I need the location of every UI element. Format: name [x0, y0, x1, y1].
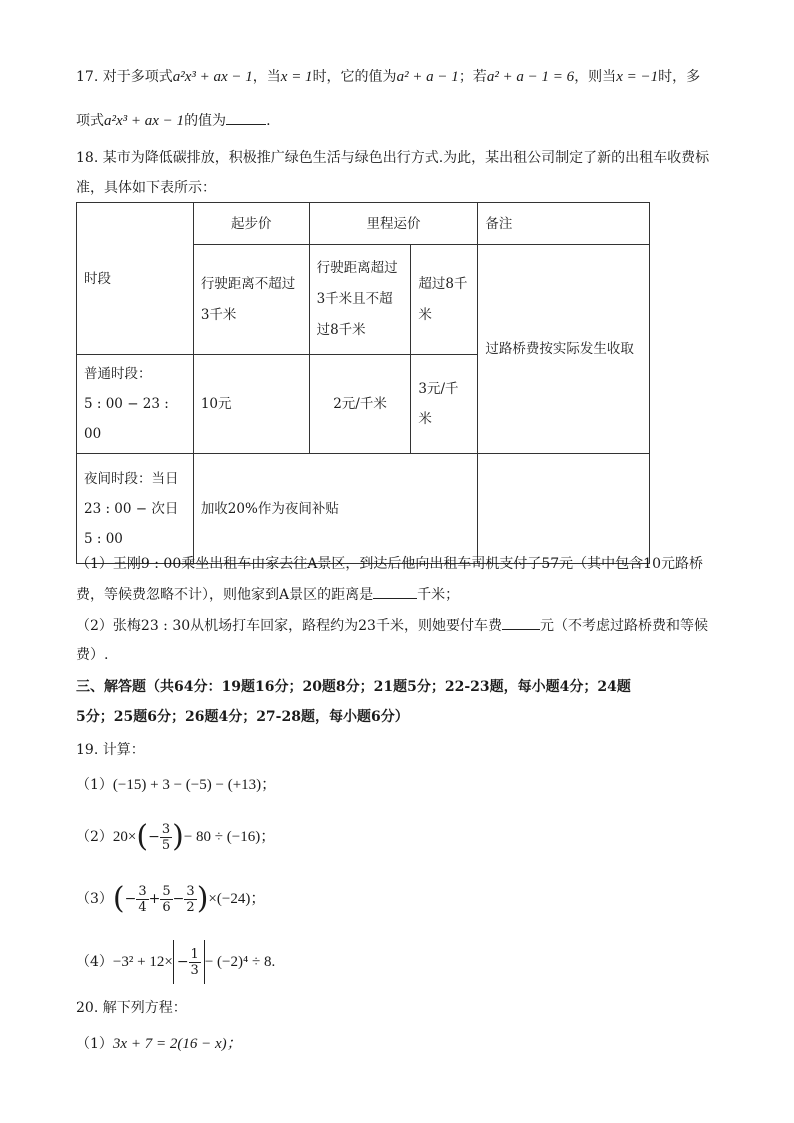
empty-cell	[478, 454, 650, 564]
q19-part1	[76, 775, 276, 795]
q19-part4-b: − (−2)⁴ ÷ 8.	[204, 954, 276, 970]
denominator: 5	[161, 837, 171, 853]
q18-part1-text: 费，等候费忽略不计），则他家到A景区的距离是	[76, 587, 374, 603]
paren-left: (	[112, 881, 125, 916]
night-period-time-2: 5 : 00	[84, 530, 123, 547]
header-note: 备注	[478, 203, 650, 245]
q19-part3-label: （3）	[76, 891, 113, 907]
note-toll: 过路桥费按实际发生收取	[478, 245, 650, 454]
q19-part4-fraction	[189, 947, 201, 978]
q19-part2-fraction	[160, 822, 172, 853]
q18-part2-unit: 元（不考虑过路桥费和等候	[539, 618, 708, 634]
q19-part3-fraction-2	[160, 884, 172, 915]
q20-title: 20. 解下列方程：	[76, 1000, 187, 1016]
q17-text: 的值为	[184, 113, 227, 129]
section3-heading-line2: 5分；25题6分；26题4分；27-28题，每小题6分）	[76, 709, 409, 725]
q19-part4-label: （4）	[76, 954, 113, 970]
q17-text: ，则当	[574, 69, 617, 85]
normal-period-time: 5 : 00 − 23 : 00	[84, 396, 169, 442]
q20-part1-label: （1）	[76, 1036, 113, 1052]
plus-sign: +	[148, 891, 161, 907]
normal-start-price: 10元	[193, 355, 309, 454]
q19-part3-fraction-3	[184, 884, 196, 915]
q17-text: 时，多	[658, 69, 701, 85]
q17-text: 项式	[76, 113, 104, 129]
q19-title: 19. 计算：	[76, 742, 145, 758]
q17-condition: x = 1	[280, 69, 313, 85]
q19-part3	[76, 877, 265, 921]
q17-line2	[76, 110, 271, 131]
q17-text: .	[266, 113, 271, 129]
sub-within-3km: 行驶距离不超过3千米	[193, 245, 309, 355]
night-period-label: 夜间时段：当日	[84, 470, 179, 487]
numerator: 1	[190, 946, 199, 962]
numerator: 3	[161, 821, 171, 837]
denominator: 6	[162, 899, 171, 915]
q19-part3-tail: ×(−24)；	[208, 891, 266, 907]
sub-3-to-8km: 行驶距离超过3千米且不超过8千米	[309, 245, 411, 355]
q19-part2-label: （2）	[76, 829, 113, 845]
q17-line1	[76, 67, 700, 87]
q17-value: a² + a − 1	[396, 69, 459, 85]
q18-part2-line2: 费）.	[76, 647, 109, 663]
normal-rate-over-8: 3元/千米	[411, 355, 478, 454]
sub-over-8km: 超过8千米	[411, 245, 478, 355]
q17-text: ；若	[458, 69, 487, 85]
normal-period-label: 普通时段：	[84, 366, 152, 382]
q20-part1-expr: 3x + 7 = 2(16 − x)；	[112, 1036, 242, 1052]
q18-line2: 准，具体如下表所示：	[76, 180, 216, 196]
q18-part1-blank[interactable]	[373, 584, 417, 599]
q18-part2-blank[interactable]	[502, 615, 540, 630]
q19-part1-expr: (−15) + 3 − (−5) − (+13)；	[112, 777, 277, 793]
minus-sign: −	[148, 829, 160, 845]
minus-sign: −	[124, 891, 137, 907]
header-period: 时段	[77, 203, 194, 355]
night-period-cell	[77, 454, 194, 564]
q19-part2	[76, 815, 275, 859]
q17-text: 时，它的值为	[312, 69, 397, 85]
q18-line1: 18. 某市为降低碳排放，积极推广绿色生活与绿色出行方式.为此，某出租公司制定了新的出租车收费标	[76, 150, 710, 166]
night-period-time-1: 23 : 00 − 次日	[84, 500, 179, 517]
paren-left: (	[136, 819, 149, 854]
paren-right: )	[196, 881, 209, 916]
night-surcharge: 加收20%作为夜间补贴	[193, 454, 478, 564]
q17-text: 17. 对于多项式	[76, 69, 173, 85]
q17-answer-blank[interactable]	[226, 110, 266, 125]
fare-table	[76, 202, 650, 564]
q20-part1	[76, 1034, 242, 1054]
normal-rate-3-8: 2元/千米	[309, 355, 411, 454]
q19-part2-b: − 80 ÷ (−16)；	[183, 829, 276, 845]
normal-period-cell	[77, 355, 194, 454]
q17-equation: a² + a − 1 = 6	[486, 69, 575, 85]
numerator: 5	[162, 883, 171, 899]
numerator: 3	[138, 883, 147, 899]
q19-part4-a: −3² + 12×	[112, 954, 173, 970]
q17-text: ，当	[252, 69, 281, 85]
paren-right: )	[172, 819, 184, 854]
denominator: 4	[138, 899, 147, 915]
q19-part3-fraction-1	[136, 884, 148, 915]
header-mileage: 里程运价	[309, 203, 478, 245]
q18-part2-text: （2）张梅23 : 30从机场打车回家，路程约为23千米，则她要付车费	[76, 618, 502, 634]
minus-sign: −	[172, 891, 185, 907]
denominator: 2	[186, 899, 195, 915]
denominator: 3	[190, 962, 199, 978]
numerator: 3	[186, 883, 195, 899]
header-start-price: 起步价	[193, 203, 309, 245]
q17-condition-2: x = −1	[616, 69, 659, 85]
q19-part1-label: （1）	[76, 777, 113, 793]
q17-polynomial-2: a²x³ + ax − 1	[104, 113, 185, 129]
absolute-value	[173, 940, 205, 984]
q18-part2-line1	[76, 615, 708, 636]
section3-heading-line1: 三、解答题（共64分：19题16分；20题8分；21题5分；22-23题，每小题4分；24题	[76, 679, 631, 695]
q19-part4	[76, 940, 275, 984]
q18-part1-unit: 千米；	[417, 587, 460, 603]
q19-part2-a: 20×	[112, 829, 137, 845]
q18-part1-line2	[76, 584, 459, 605]
minus-sign: −	[176, 954, 189, 970]
q17-polynomial: a²x³ + ax − 1	[172, 69, 253, 85]
q18-part1-line1: （1）王刚9 : 00乘坐出租车由家去往A景区，到达后他向出租车司机支付了57元（其中包含10元路桥	[76, 556, 703, 572]
